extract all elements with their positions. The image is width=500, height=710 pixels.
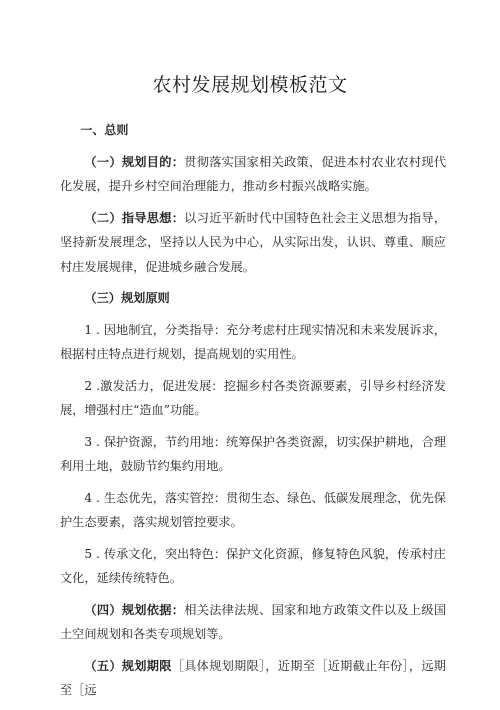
paragraph-text: 以习近平新时代中国特色社会主义思想为指导，坚持新发展理念，坚持以人民为中心，从实际出发，认识、尊重、顺应村庄发展规律，促进城乡融合发展。 <box>60 210 447 274</box>
principle-item: 1 . 因地制宜，分类指导：充分考虑村庄现实情况和未来发展诉求，根据村庄特点进行规划，提高规划的实用性。 <box>60 322 446 361</box>
paragraph-purpose <box>60 150 446 199</box>
section-heading-general: 一、总则 <box>80 123 129 137</box>
paragraph-text: 贯彻落实国家相关政策，促进本村农业农村现代化发展，提升乡村空间治理能力，推动乡村振兴战略实施。 <box>60 154 447 193</box>
principle-item: 3 . 保护资源，节约用地：统筹保护各类资源，切实保护耕地，合理利用土地，鼓励节约集约用地。 <box>60 434 446 473</box>
paragraph-label: （四）规划依据： <box>84 602 185 617</box>
paragraph-label: （五）规划期限 <box>84 658 172 673</box>
paragraph-text: ［具体规划期限］，近期至［近期截止年份］，远期至［远 <box>60 658 446 697</box>
paragraph-principles-heading <box>60 286 446 311</box>
paragraph-guiding-ideology <box>60 206 446 280</box>
paragraph-basis <box>60 598 446 647</box>
paragraph-text: 相关法律法规、国家和地方政策文件以及上级国土空间规划和各类专项规划等。 <box>60 602 447 641</box>
document-body <box>60 118 446 710</box>
principle-item: 5 . 传承文化，突出特色：保护文化资源，修复特色风貌，传承村庄文化，延续传统特色。 <box>60 546 446 585</box>
document-title: 农村发展规划模板范文 <box>152 74 348 96</box>
paragraph-period <box>60 654 446 703</box>
principle-item: 2 .激发活力，促进发展：挖掘乡村各类资源要素，引导乡村经济发展，增强村庄“造血”功能。 <box>60 378 446 417</box>
paragraph-label: （二）指导思想： <box>84 210 185 225</box>
paragraph-label: （一）规划目的： <box>84 154 185 169</box>
principle-item: 4 . 生态优先，落实管控：贯彻生态、绿色、低碳发展理念，优先保护生态要素，落实规划管控要求。 <box>60 490 446 529</box>
paragraph-label: （三）规划原则 <box>84 291 170 305</box>
